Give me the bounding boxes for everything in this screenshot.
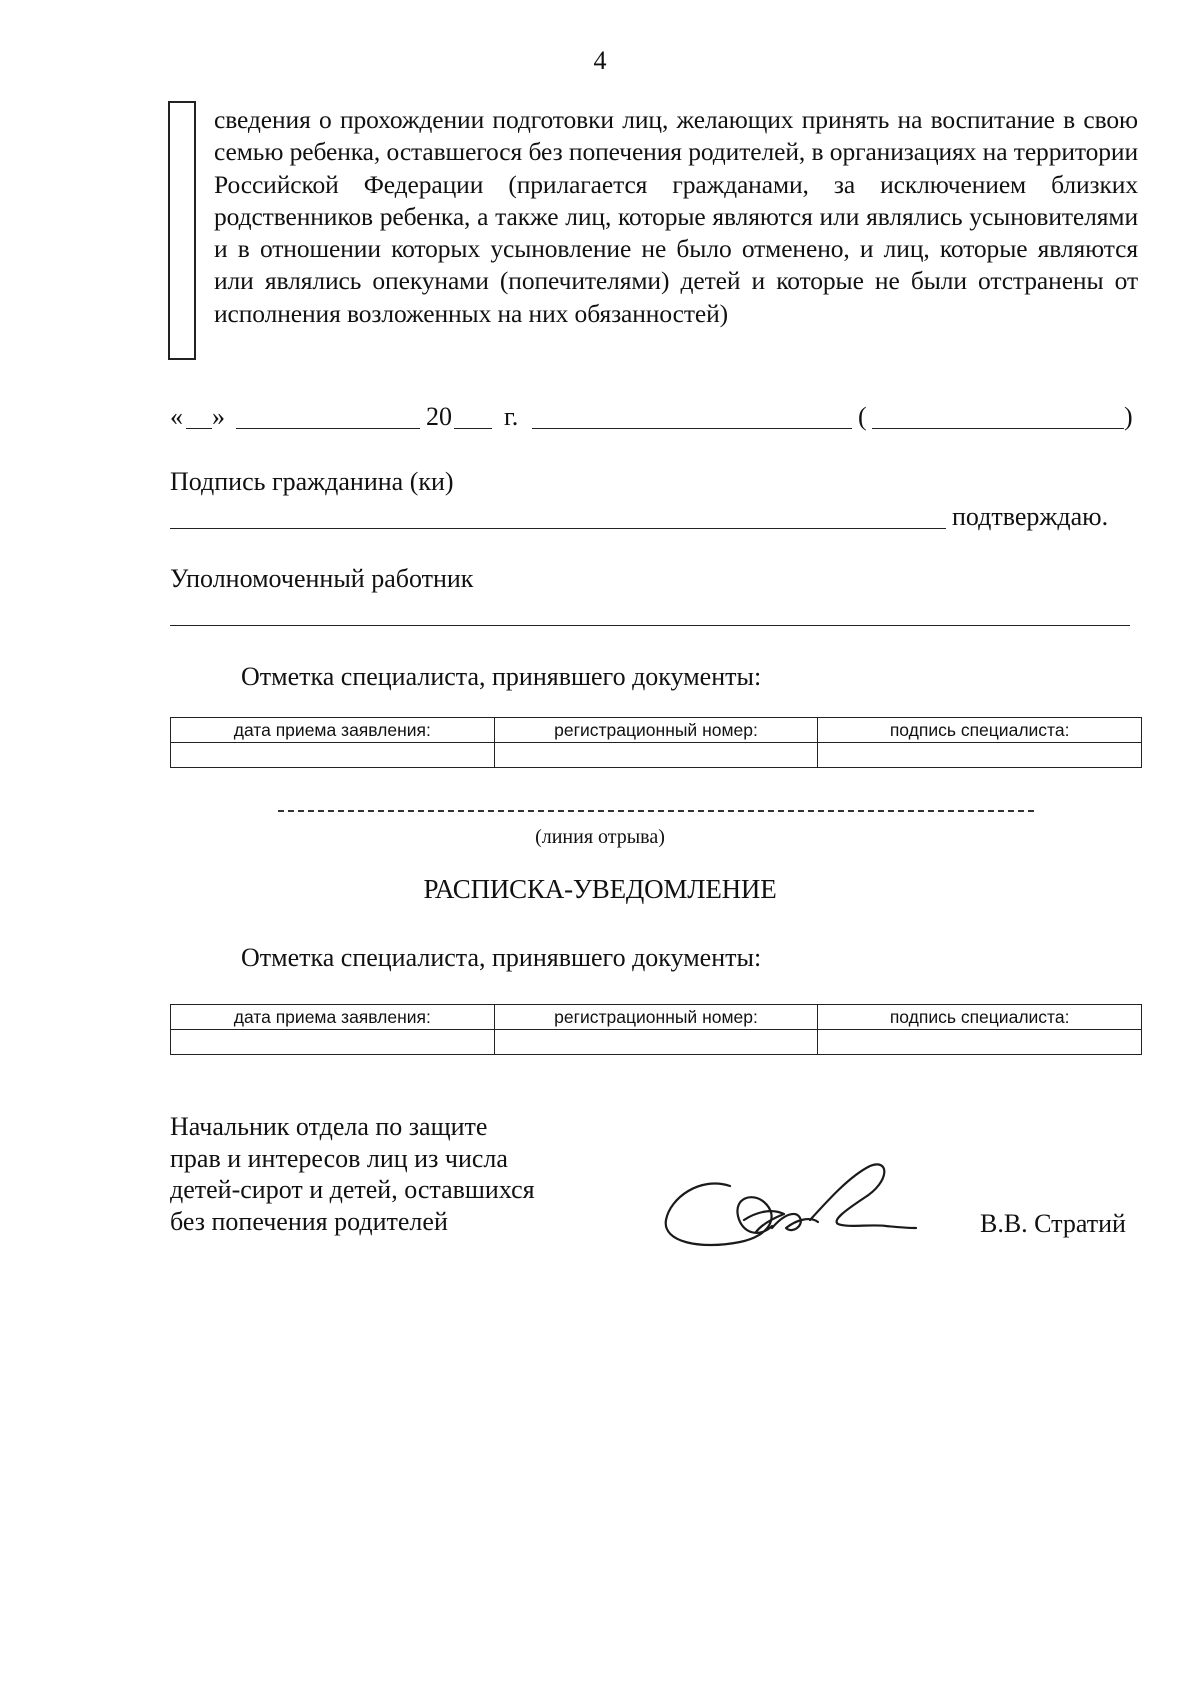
checkbox-item-text: сведения о прохождении подготовки лиц, желающих принять на воспитание в свою семью ребенка, оставшегося без попечения родителей, в организациях на территории Российской Федерации (прилагается гражданами, за исключением близких родственников ребенка, а также лиц, которые являются или являлись усыновителями и в отношении которых усыновление не было отменено, и лиц, которые являются или являлись опекунами (попечителями) детей и которые не были отстранены от исполнения возложенных на них обязанностей) (214, 105, 1138, 328)
citizen-signature-line[interactable] (170, 528, 946, 529)
year-prefix: 20 (426, 402, 452, 431)
column-header-reg-number: регистрационный номер: (494, 718, 818, 743)
close-paren: ) (1124, 402, 1133, 431)
day-field[interactable] (186, 428, 212, 429)
confirm-text: подтверждаю. (952, 502, 1109, 531)
year-suffix: г. (504, 402, 519, 431)
signer-name: В.В. Стратий (980, 1209, 1126, 1238)
column-header-reg-number: регистрационный номер: (494, 1005, 818, 1030)
receipt-mark-table (170, 1004, 1142, 1055)
citizen-signature-field[interactable] (532, 428, 852, 429)
column-header-signature: подпись специалиста: (818, 1005, 1142, 1030)
column-header-date: дата приема заявления: (171, 1005, 495, 1030)
date-close-quote: » (212, 402, 225, 431)
citizen-signature-label: Подпись гражданина (ки) (170, 467, 454, 496)
name-transcript-field[interactable] (872, 428, 1124, 429)
specialist-mark-table (170, 717, 1142, 768)
date-cell[interactable] (171, 743, 495, 768)
tear-line (278, 810, 1034, 812)
authorized-worker-line[interactable] (170, 625, 1130, 626)
month-field[interactable] (236, 428, 420, 429)
receipt-specialist-mark-title: Отметка специалиста, принявшего документы: (241, 943, 762, 972)
authorized-worker-label: Уполномоченный работник (170, 564, 474, 593)
year-field[interactable] (454, 428, 492, 429)
column-header-signature: подпись специалиста: (818, 718, 1142, 743)
page-number: 4 (593, 46, 607, 75)
open-paren: ( (858, 402, 867, 431)
checkbox[interactable] (168, 101, 196, 360)
specialist-mark-title: Отметка специалиста, принявшего документы: (241, 662, 762, 691)
signer-position: Начальник отдела по защите прав и интересов лиц из числа детей-сирот и детей, оставшихся без попечения родителей (170, 1112, 535, 1236)
date-open-quote: « (170, 402, 183, 431)
signature-cell[interactable] (818, 743, 1142, 768)
receipt-heading: РАСПИСКА-УВЕДОМЛЕНИЕ (423, 874, 777, 904)
reg-number-cell[interactable] (494, 1030, 818, 1055)
handwritten-signature (660, 1158, 920, 1254)
tear-line-caption: (линия отрыва) (535, 826, 665, 848)
reg-number-cell[interactable] (494, 743, 818, 768)
column-header-date: дата приема заявления: (171, 718, 495, 743)
date-cell[interactable] (171, 1030, 495, 1055)
signature-cell[interactable] (818, 1030, 1142, 1055)
